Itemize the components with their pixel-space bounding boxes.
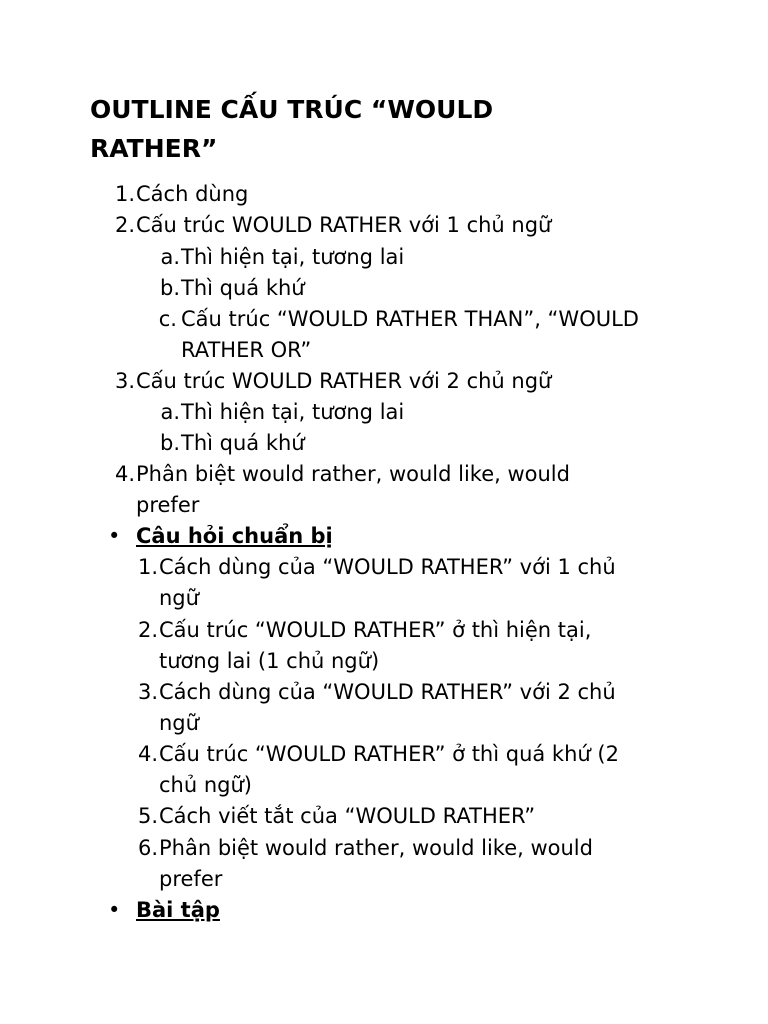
outline-text: Thì hiện tại, tương lai [181,400,405,424]
outline-text: Phân biệt would rather, would like, would [136,462,570,486]
question-number: 2. [137,618,158,642]
outline-number: 2. [114,213,135,237]
outline-letter: c. [158,307,177,331]
title-line-1: OUTLINE CẤU TRÚC “WOULD [90,95,494,124]
question-text: Cách dùng của “WOULD RATHER” với 2 chủ [159,680,616,704]
question-text-continued: tương lai (1 chủ ngữ) [159,649,380,673]
outline-text: Cách dùng [136,182,249,206]
section-title: Bài tập [136,898,220,922]
question-text-continued: ngữ [159,586,199,610]
bullet-icon: • [108,898,121,922]
bullet-icon: • [108,524,121,548]
outline-text: Cấu trúc WOULD RATHER với 2 chủ ngữ [136,369,552,393]
question-number: 4. [137,742,158,766]
outline-letter: a. [160,245,180,269]
outline-text: Thì quá khứ [181,276,305,300]
question-text: Phân biệt would rather, would like, would [159,836,593,860]
title-line-2: RATHER” [90,134,218,163]
question-text: Cách dùng của “WOULD RATHER” với 1 chủ [159,555,616,579]
outline-letter: a. [160,400,180,424]
question-text-continued: chủ ngữ) [159,773,252,797]
outline-letter: b. [159,276,180,300]
outline-letter: b. [159,431,180,455]
document-title [90,90,610,168]
question-text-continued: prefer [159,867,223,891]
question-number: 5. [137,804,158,828]
outline-text: Cấu trúc WOULD RATHER với 1 chủ ngữ [136,213,552,237]
outline-text: Thì hiện tại, tương lai [181,245,405,269]
outline-number: 3. [114,369,135,393]
section-title: Câu hỏi chuẩn bị [136,524,333,548]
question-number: 3. [137,680,158,704]
question-text: Cấu trúc “WOULD RATHER” ở thì quá khứ (2 [159,742,619,766]
outline-text-continued: prefer [136,493,200,517]
outline-text: Thì quá khứ [181,431,305,455]
question-text-continued: ngữ [159,711,199,735]
outline-text-continued: RATHER OR” [181,338,312,362]
question-number: 1. [137,555,158,579]
question-number: 6. [137,836,158,860]
outline-number: 1. [114,182,135,206]
question-text: Cấu trúc “WOULD RATHER” ở thì hiện tại, [159,618,592,642]
outline-text: Cấu trúc “WOULD RATHER THAN”, “WOULD [181,307,639,331]
outline-number: 4. [114,462,135,486]
question-text: Cách viết tắt của “WOULD RATHER” [159,804,536,828]
